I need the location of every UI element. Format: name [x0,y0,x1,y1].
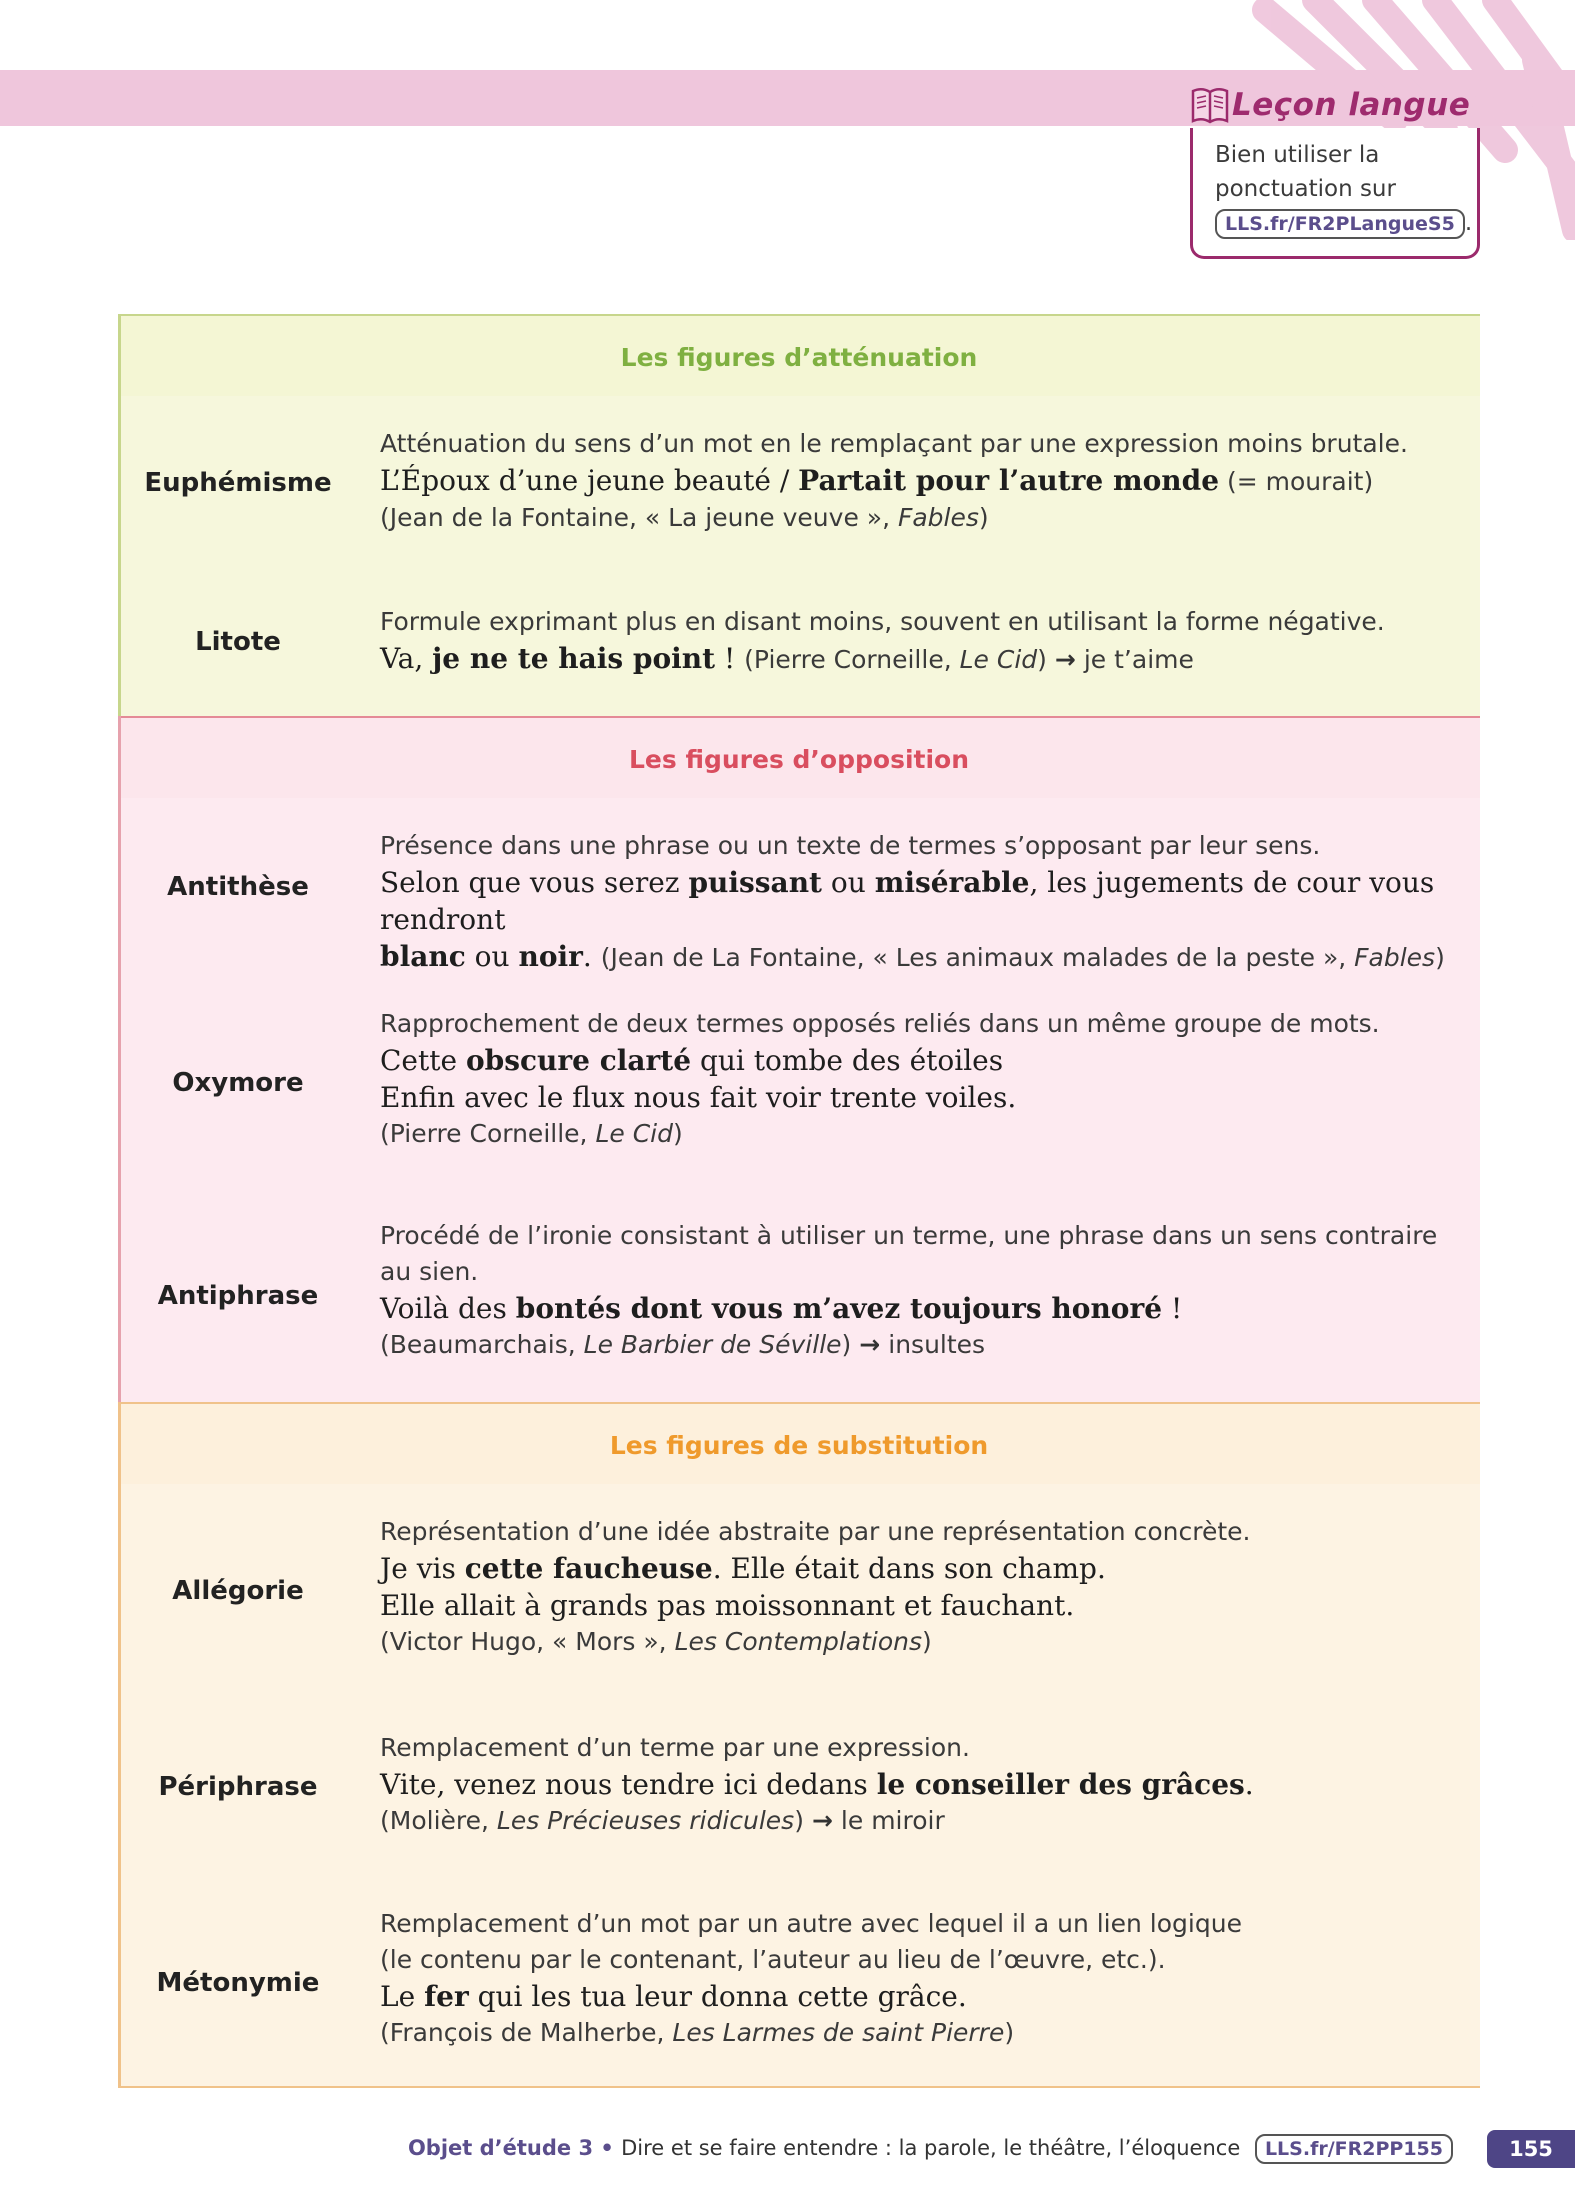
example: L’Époux d’une jeune beauté / Partait pour l’autre monde (= mourait) [380,464,1374,497]
example-line-1: Je vis cette faucheuse. Elle était dans son champ. [380,1552,1106,1585]
definition: Présence dans une phrase ou un texte de termes s’opposant par leur sens. [380,831,1321,860]
footer-link[interactable]: LLS.fr/FR2PP155 [1255,2134,1453,2164]
lesson-line-1: Bien utiliser la [1215,142,1380,168]
meaning: je t’aime [1083,645,1194,674]
entry-euphemisme [380,426,1460,536]
page-footer [0,2130,1575,2170]
section-header-substitution [118,1402,1480,1488]
term-allegorie: Allégorie [172,1576,304,1606]
lesson-callout [1190,80,1478,257]
term-litote: Litote [195,627,281,657]
term-antithese: Antithèse [167,872,309,902]
example-line-2: Enfin avec le flux nous fait voir trente voiles. [380,1081,1017,1114]
lesson-text [1215,138,1475,240]
entry-oxymore [380,1006,1460,1152]
example-line-1: Selon que vous serez puissant ou misérable, les jugements de cour vous rendront [380,866,1435,936]
footer-object: Objet d’étude 3 [407,2136,594,2160]
definition: Remplacement d’un terme par une expression. [380,1733,970,1762]
lesson-body [1190,128,1480,259]
definition-line-1: Procédé de l’ironie consistant à utiliser un terme, une phrase dans un sens contraire [380,1221,1438,1250]
term-oxymore: Oxymore [172,1068,304,1098]
lesson-title: Leçon langue [1232,87,1471,123]
section-header-opposition [118,716,1480,802]
arrow-right-icon: → [1054,645,1076,674]
lesson-link[interactable]: LLS.fr/FR2PLangueS5 [1215,209,1465,239]
section-title: Les figures d’opposition [628,744,970,774]
definition: Représentation d’une idée abstraite par une représentation concrète. [380,1517,1251,1546]
footer-description: Dire et se faire entendre : la parole, le théâtre, l’éloquence [621,2136,1241,2160]
example: Vite, venez nous tendre ici dedans le conseiller des grâces. [380,1768,1254,1801]
example-line-2: Elle allait à grands pas moissonnant et fauchant. [380,1589,1075,1622]
book-icon [1190,83,1230,127]
entry-metonymie [380,1906,1460,2051]
example-line-2: blanc ou noir. (Jean de La Fontaine, « Les animaux malades de la peste », Fables) [380,940,1445,973]
reference: (Beaumarchais, Le Barbier de Séville) → insultes [380,1330,986,1359]
definition: Formule exprimant plus en disant moins, souvent en utilisant la forme négative. [380,607,1385,636]
meaning: insultes [888,1330,986,1359]
section-title: Les figures d’atténuation [620,342,978,372]
figures-table [118,314,1480,2086]
example: Va, je ne te hais point ! (Pierre Corneille, Le Cid) → je t’aime [380,642,1194,675]
section-title: Les figures de substitution [609,1430,989,1460]
page-number: 155 [1487,2130,1575,2168]
definition: Rapprochement de deux termes opposés reliés dans un même groupe de mots. [380,1009,1380,1038]
reference: (Molière, Les Précieuses ridicules) → le miroir [380,1806,945,1835]
entry-antithese [380,828,1460,976]
term-metonymie: Métonymie [156,1968,320,1998]
reference: (Jean de la Fontaine, « La jeune veuve », Fables) [380,503,989,532]
definition: Atténuation du sens d’un mot en le remplaçant par une expression moins brutale. [380,429,1408,458]
definition-line-1: Remplacement d’un mot par un autre avec lequel il a un lien logique [380,1909,1242,1938]
lesson-header [1190,80,1478,130]
term-periphrase: Périphrase [158,1772,318,1802]
example: Voilà des bontés dont vous m’avez toujours honoré ! [380,1292,1183,1325]
section-header-attenuation [118,314,1480,400]
entry-antiphrase [380,1218,1460,1363]
lesson-line-2: ponctuation sur [1215,176,1396,202]
arrow-right-icon: → [859,1330,881,1359]
arrow-right-icon: → [811,1806,833,1835]
footer-bullet: • [593,2136,622,2160]
term-euphemisme: Euphémisme [144,468,332,498]
entry-litote [380,604,1460,678]
example: Le fer qui les tua leur donna cette grâce. [380,1980,967,2013]
example-line-1: Cette obscure clarté qui tombe des étoiles [380,1044,1004,1077]
reference: (François de Malherbe, Les Larmes de saint Pierre) [380,2018,1015,2047]
definition-line-2: au sien. [380,1257,479,1286]
reference: (Victor Hugo, « Mors », Les Contemplations) [380,1627,932,1656]
definition-line-2: (le contenu par le contenant, l’auteur au lieu de l’œuvre, etc.). [380,1945,1166,1974]
entry-periphrase [380,1730,1460,1839]
lesson-link-period: . [1464,210,1473,236]
footer-text [408,2134,1453,2164]
meaning: le miroir [840,1806,945,1835]
term-antiphrase: Antiphrase [157,1281,319,1311]
reference: (Pierre Corneille, Le Cid) [380,1119,683,1148]
entry-allegorie [380,1514,1460,1660]
